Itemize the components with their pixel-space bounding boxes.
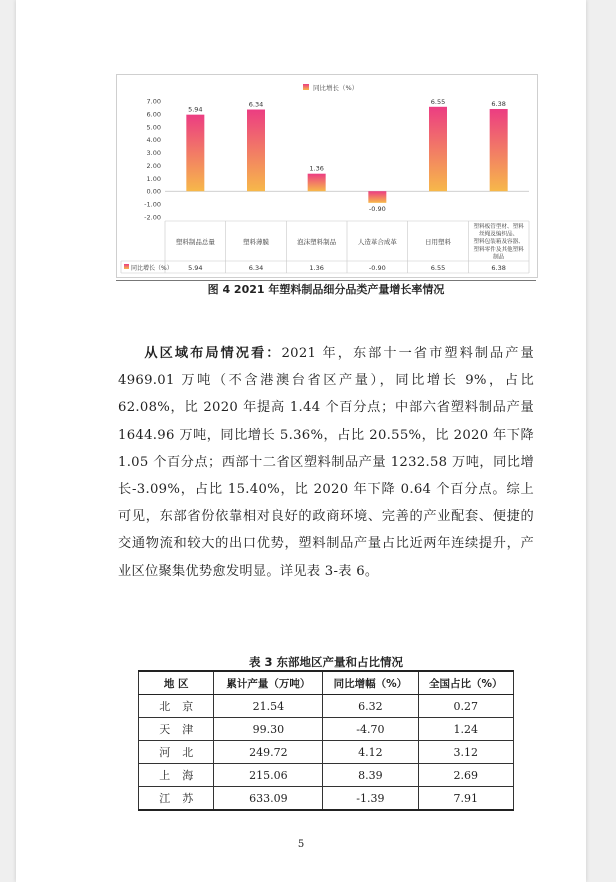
cell-growth: 8.39 — [323, 764, 418, 787]
x-tick-label-line: 塑料板管型材、塑料 — [473, 224, 524, 230]
cell-share: 7.91 — [418, 787, 513, 811]
data-label: 1.36 — [309, 164, 324, 173]
cell-output: 215.06 — [214, 764, 323, 787]
cell-output: 21.54 — [214, 695, 323, 718]
legend-label: 同比增长（%） — [313, 84, 359, 92]
table-row — [139, 741, 514, 764]
x-tick-label-line: 塑料包装箱及容器、 — [473, 239, 524, 246]
data-label: -0.90 — [368, 204, 386, 213]
y-tick-label: 6.00 — [146, 110, 161, 119]
x-tick-label: 日用塑料 — [425, 238, 451, 246]
y-tick-label: 5.00 — [146, 123, 161, 132]
document-page — [16, 0, 586, 882]
y-tick-label: 1.00 — [146, 174, 161, 183]
y-tick-label: 0.00 — [146, 187, 161, 196]
bar-chart — [116, 74, 538, 278]
x-tick-label: 人造革合成革 — [357, 238, 397, 246]
body-paragraph — [118, 340, 534, 585]
paragraph-lead: 从区域布局情况看： — [144, 346, 282, 361]
bar — [186, 115, 204, 192]
header-output: 累计产量（万吨） — [214, 671, 323, 695]
table-legend-swatch — [124, 264, 129, 269]
data-label: 6.38 — [491, 99, 506, 108]
bar — [429, 107, 447, 191]
cell-growth: 6.32 — [323, 695, 418, 718]
header-region: 地 区 — [139, 671, 214, 695]
cell-region: 河北 — [139, 741, 214, 764]
cell-growth: 4.12 — [323, 741, 418, 764]
y-tick-label: -1.00 — [144, 200, 161, 209]
x-tick-label-line: 丝绳及编织品、 — [479, 231, 519, 238]
cell-region: 天津 — [139, 718, 214, 741]
cell-region: 北京 — [139, 695, 214, 718]
legend-swatch — [303, 84, 309, 90]
y-tick-label: 2.00 — [146, 161, 161, 170]
paragraph-text: 2021 年，东部十一省市塑料制品产量 4969.01 万吨（不含港澳台省区产量），同比增长 9%，占比 62.08%，比 2020 年提高 1.44 个百分点；中部六省塑料制品产量 1644.96 万吨，同比增长 5.36%，占比 20.55%，比 2020 年下降 1.05 个百分点；西部十二省区塑料制品产量 1232.58 万吨，同比增长-3.09%，占比 15.40%，比 2020 年下降 0.64 个百分点。综上可见，东部省份依靠相对良好的政商环境、完善的产业配套、便捷的交通物流和较大的出口优势，塑料制品产量占比近两年连续提升，产业区位聚集优势愈发明显。详见表 3-表 6。 — [118, 346, 534, 579]
cell-share: 0.27 — [418, 695, 513, 718]
cell-output: 249.72 — [214, 741, 323, 764]
data-label: 6.55 — [430, 97, 446, 106]
region-table — [138, 670, 514, 811]
y-tick-label: 3.00 — [146, 149, 161, 158]
table-row — [139, 695, 514, 718]
data-label: 5.94 — [188, 105, 203, 114]
cell-share: 2.69 — [418, 764, 513, 787]
y-tick-label: -2.00 — [144, 213, 161, 222]
table-value: -0.90 — [368, 264, 386, 272]
bar — [308, 174, 326, 192]
table-value: 6.55 — [430, 264, 446, 272]
cell-growth: -4.70 — [323, 718, 418, 741]
table-value: 6.38 — [491, 264, 506, 272]
table-row — [139, 787, 514, 811]
cell-output: 99.30 — [214, 718, 323, 741]
cell-region: 江苏 — [139, 787, 214, 811]
bar — [247, 110, 265, 192]
table-row — [139, 718, 514, 741]
x-tick-label-line: 塑料零件及其他塑料 — [473, 246, 524, 253]
y-tick-label: 4.00 — [146, 136, 161, 145]
cell-region: 上海 — [139, 764, 214, 787]
cell-output: 633.09 — [214, 787, 323, 811]
table-row-label: 同比增长（%） — [131, 265, 173, 272]
chart-canvas — [117, 75, 537, 277]
y-tick-label: 7.00 — [146, 97, 161, 106]
bar — [368, 191, 386, 203]
cell-share: 1.24 — [418, 718, 513, 741]
figure-caption: 图 4 2021 年塑料制品细分品类产量增长率情况 — [116, 280, 536, 299]
header-growth: 同比增幅（%） — [323, 671, 418, 695]
table-row — [139, 764, 514, 787]
bar — [490, 109, 508, 191]
page-number: 5 — [297, 839, 305, 850]
table-title: 表 3 东部地区产量和占比情况 — [248, 655, 403, 669]
table-value: 1.36 — [309, 264, 324, 272]
table-header-row — [139, 671, 514, 695]
table-value: 5.94 — [188, 264, 203, 272]
x-tick-label: 塑料制品总量 — [175, 238, 215, 246]
x-tick-label: 塑料薄膜 — [243, 238, 269, 246]
cell-share: 3.12 — [418, 741, 513, 764]
cell-growth: -1.39 — [323, 787, 418, 811]
table-value: 6.34 — [248, 264, 264, 272]
x-tick-label-line: 制品 — [493, 254, 505, 261]
header-share: 全国占比（%） — [418, 671, 513, 695]
x-tick-label: 泡沫塑料制品 — [297, 238, 337, 246]
data-label: 6.34 — [248, 100, 264, 109]
